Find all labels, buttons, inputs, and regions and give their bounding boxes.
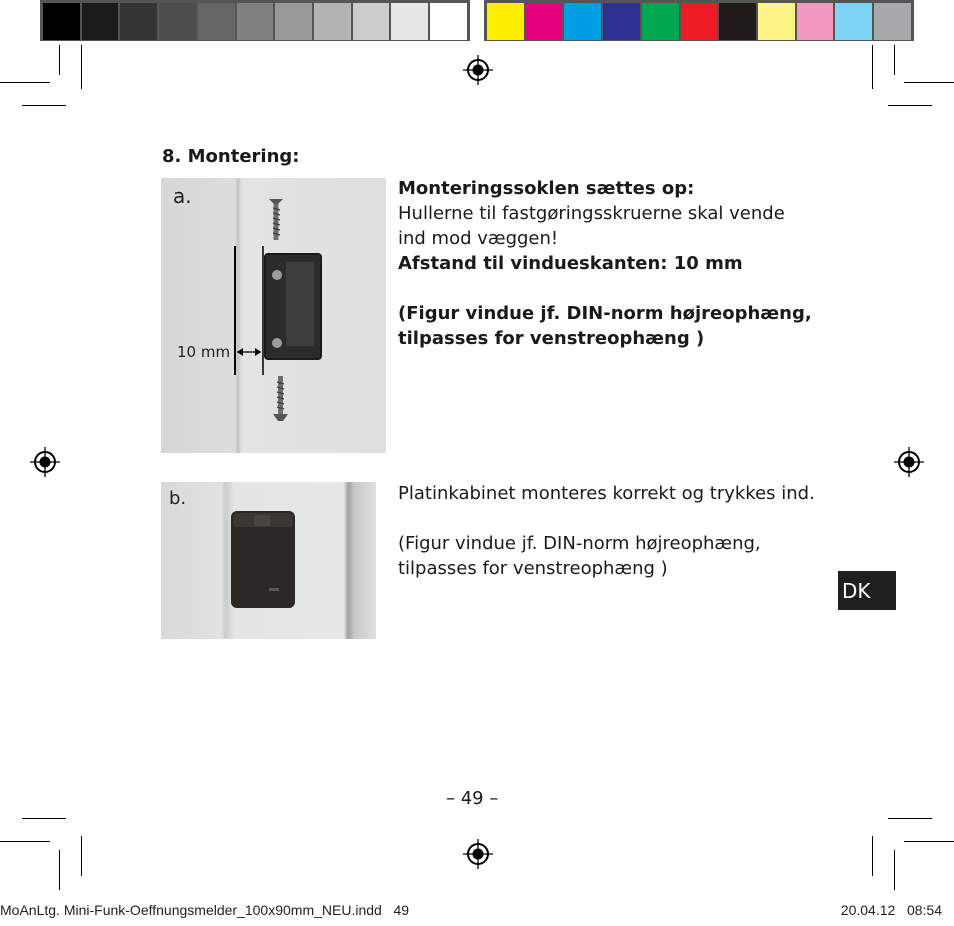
color-swatch xyxy=(274,2,313,41)
crop-mark xyxy=(894,850,895,890)
color-swatch xyxy=(602,2,641,41)
color-swatch xyxy=(834,2,873,41)
crop-mark xyxy=(81,836,82,876)
crop-mark xyxy=(59,850,60,890)
crop-mark xyxy=(0,82,50,83)
registration-mark-icon xyxy=(30,447,60,477)
crop-mark xyxy=(0,841,50,842)
hinge-note: tilpasses for venstreophæng ) xyxy=(398,328,705,349)
crop-mark xyxy=(904,82,954,83)
instruction-line: ind mod væggen! xyxy=(398,228,559,249)
footer-datetime: 20.04.12 08:54 xyxy=(840,902,942,918)
color-swatch xyxy=(680,2,719,41)
crop-mark xyxy=(872,836,873,876)
hinge-note: tilpasses for venstreophæng ) xyxy=(398,558,668,579)
hinge-note: (Figur vindue jf. DIN-norm højreophæng, xyxy=(398,533,761,554)
color-swatch xyxy=(429,2,468,41)
crop-mark xyxy=(59,45,60,75)
screw-icon xyxy=(273,376,288,421)
color-swatch xyxy=(197,2,236,41)
grayscale-color-bar xyxy=(40,0,470,41)
color-swatch xyxy=(236,2,275,41)
color-swatch xyxy=(873,2,912,41)
color-swatch xyxy=(486,2,525,41)
figure-b-photo xyxy=(161,482,376,639)
crop-mark xyxy=(872,45,873,89)
color-swatch xyxy=(718,2,757,41)
sensor-housing-icon xyxy=(231,511,295,608)
language-tab: DK xyxy=(838,571,896,610)
measure-label: 10 mm xyxy=(177,343,231,361)
color-swatch xyxy=(158,2,197,41)
crop-mark xyxy=(22,105,66,106)
color-swatch xyxy=(390,2,429,41)
screw-icon xyxy=(269,199,283,240)
color-swatch xyxy=(525,2,564,41)
crop-mark xyxy=(22,818,66,819)
instruction-line: Platinkabinet monteres korrekt og trykkes ind. xyxy=(398,483,815,504)
mounting-base-icon xyxy=(265,254,321,359)
color-swatch xyxy=(796,2,835,41)
figure-a-label: a. xyxy=(173,184,192,208)
instruction-line: Hullerne til fastgøringsskruerne skal vende xyxy=(398,203,785,224)
crop-mark xyxy=(894,45,895,75)
color-swatch xyxy=(119,2,158,41)
crop-mark xyxy=(81,45,82,89)
hinge-note: (Figur vindue jf. DIN-norm højreophæng, xyxy=(398,303,812,324)
registration-mark-icon xyxy=(463,839,493,869)
color-swatch xyxy=(563,2,602,41)
footer-file: MoAnLtg. Mini-Funk-Oeffnungsmelder_100x90mm_NEU.indd 49 xyxy=(0,902,410,918)
crop-mark xyxy=(888,818,932,819)
color-swatch xyxy=(42,2,81,41)
distance-note: Afstand til vindueskanten: 10 mm xyxy=(398,253,743,274)
crop-mark xyxy=(888,105,932,106)
registration-mark-icon xyxy=(894,447,924,477)
process-color-bar xyxy=(484,0,914,41)
figure-b-label: b. xyxy=(169,488,187,509)
instruction-title: Monteringssoklen sættes op: xyxy=(398,178,695,199)
color-swatch xyxy=(641,2,680,41)
instructions-b xyxy=(398,481,828,581)
registration-mark-icon xyxy=(463,55,493,85)
instructions-a xyxy=(398,176,818,351)
page-number: – 49 – xyxy=(446,788,499,809)
color-swatch xyxy=(81,2,120,41)
color-swatch xyxy=(313,2,352,41)
color-swatch xyxy=(757,2,796,41)
color-swatch xyxy=(352,2,391,41)
figure-a-photo xyxy=(161,178,386,453)
section-heading: 8. Montering: xyxy=(162,146,300,167)
crop-mark xyxy=(904,841,954,842)
